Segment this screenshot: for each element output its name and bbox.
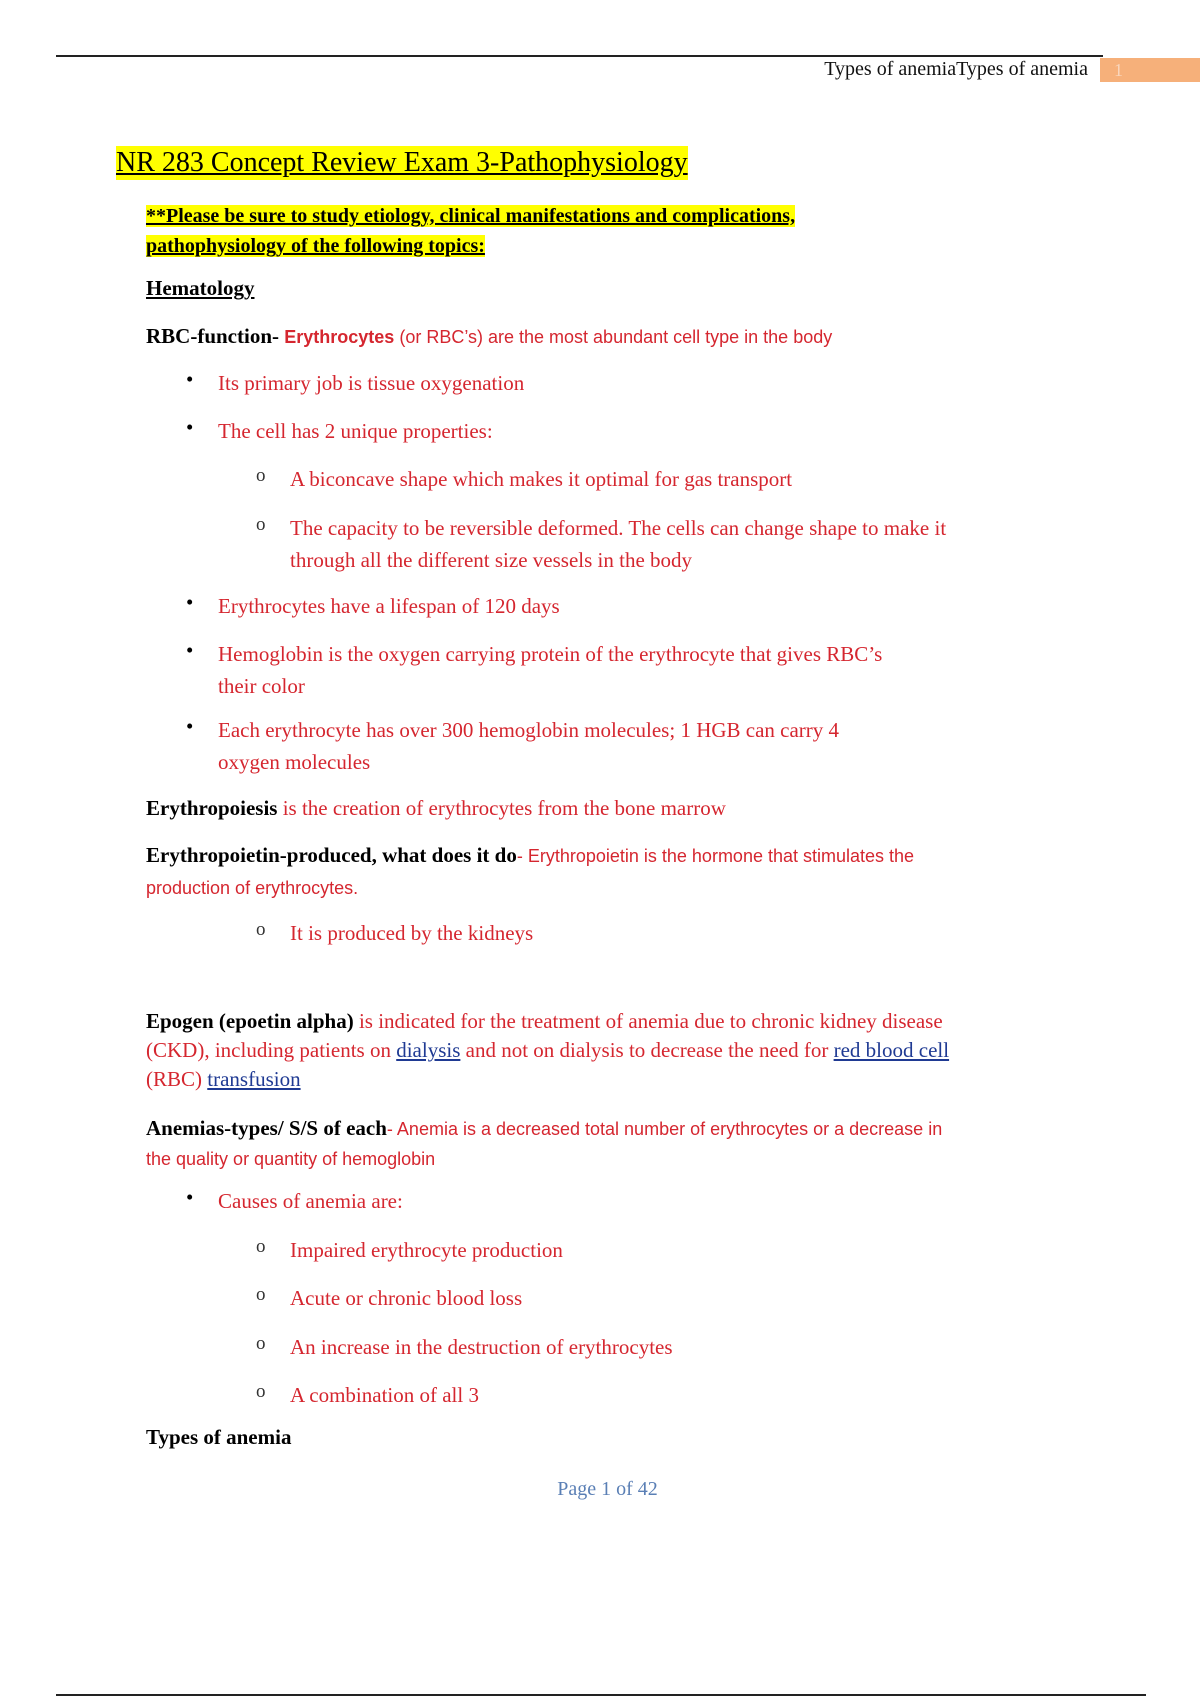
bullet-marker: • xyxy=(186,590,194,614)
anemia-definition-2: the quality or quantity of hemoglobin xyxy=(146,1149,436,1169)
list-item xyxy=(218,638,882,702)
erythropoietin-definition-2: production of erythrocytes. xyxy=(146,878,359,898)
erythropoiesis-definition: is the creation of erythrocytes from the bone marrow xyxy=(277,796,726,820)
erythropoietin-label: Erythropoietin-produced, what does it do xyxy=(146,843,517,867)
header-page-number: 1 xyxy=(1100,58,1200,82)
running-header: Types of anemiaTypes of anemia xyxy=(824,58,1088,80)
erythropoietin-definition-1: - Erythropoietin is the hormone that stimulates the xyxy=(516,846,915,866)
list-item-line-2: oxygen molecules xyxy=(218,750,371,774)
rbc-function-text xyxy=(284,327,832,347)
sub-bullet-marker: o xyxy=(256,465,266,486)
epogen-text-3: and not on dialysis to decrease the need for xyxy=(460,1038,834,1062)
header-rule xyxy=(56,55,1103,57)
sub-list-item-line-1: The capacity to be reversible deformed. The cells can change shape to make it xyxy=(290,516,947,540)
sub-list-item xyxy=(290,512,946,576)
study-note-line-2: pathophysiology of the following topics: xyxy=(146,235,485,257)
sub-list-item: A biconcave shape which makes it optimal for gas transport xyxy=(290,467,793,491)
document-title: NR 283 Concept Review Exam 3-Pathophysiology xyxy=(116,147,688,178)
list-item: Causes of anemia are: xyxy=(218,1189,403,1213)
sub-bullet-marker: o xyxy=(256,919,266,940)
erythropoiesis-line xyxy=(146,792,726,824)
list-item-line-1: Hemoglobin is the oxygen carrying protein of the erythrocyte that gives RBC’s xyxy=(218,642,883,666)
rbc-function-line xyxy=(146,320,832,353)
bullet-marker: • xyxy=(186,714,194,738)
sub-bullet-marker: o xyxy=(256,514,266,535)
bullet-marker: • xyxy=(186,638,194,662)
epogen-text-2: (CKD), including patients on xyxy=(146,1038,397,1062)
anemia-definition-1: - Anemia is a decreased total number of erythrocytes or a decrease in xyxy=(386,1119,943,1139)
link-dialysis[interactable]: dialysis xyxy=(396,1038,461,1062)
sub-list-item: An increase in the destruction of erythrocytes xyxy=(290,1335,673,1359)
rbc-function-label: RBC-function- xyxy=(146,324,280,348)
list-item-line-2: their color xyxy=(218,674,305,698)
link-transfusion[interactable]: transfusion xyxy=(207,1067,301,1091)
sub-list-item: Impaired erythrocyte production xyxy=(290,1238,563,1262)
study-note-line-1: **Please be sure to study etiology, clinical manifestations and complications, xyxy=(146,205,796,227)
erythropoietin-paragraph xyxy=(146,840,914,905)
sub-list-item-line-2: through all the different size vessels in the body xyxy=(290,548,693,572)
bullet-marker: • xyxy=(186,367,194,391)
erythropoiesis-label: Erythropoiesis xyxy=(146,796,278,820)
rbc-definition: (or RBC’s) are the most abundant cell type in the body xyxy=(394,327,833,347)
section-heading-types-of-anemia: Types of anemia xyxy=(146,1425,292,1449)
sub-bullet-marker: o xyxy=(256,1284,266,1305)
section-heading-hematology: Hematology xyxy=(146,276,255,300)
anemia-paragraph xyxy=(146,1114,942,1175)
list-item: Erythrocytes have a lifespan of 120 days xyxy=(218,594,560,618)
sub-list-item: It is produced by the kidneys xyxy=(290,921,534,945)
footer-rule xyxy=(56,1694,1146,1696)
list-item: Its primary job is tissue oxygenation xyxy=(218,371,525,395)
list-item xyxy=(218,714,839,778)
anemia-label: Anemias-types/ S/S of each xyxy=(146,1116,387,1140)
epogen-paragraph xyxy=(146,1007,1076,1094)
sub-list-item: A combination of all 3 xyxy=(290,1383,479,1407)
sub-list-item: Acute or chronic blood loss xyxy=(290,1286,523,1310)
sub-bullet-marker: o xyxy=(256,1381,266,1402)
rbc-term: Erythrocytes xyxy=(284,327,395,347)
epogen-text-4: (RBC) xyxy=(146,1067,208,1091)
bullet-marker: • xyxy=(186,415,194,439)
epogen-label: Epogen (epoetin alpha) xyxy=(146,1009,354,1033)
list-item-line-1: Each erythrocyte has over 300 hemoglobin molecules; 1 HGB can carry 4 xyxy=(218,718,840,742)
bullet-marker: • xyxy=(186,1185,194,1209)
link-red-blood-cell[interactable]: red blood cell xyxy=(833,1038,950,1062)
sub-bullet-marker: o xyxy=(256,1333,266,1354)
study-note xyxy=(146,201,946,261)
sub-bullet-marker: o xyxy=(256,1236,266,1257)
epogen-text-1: is indicated for the treatment of anemia due to chronic kidney disease xyxy=(353,1009,943,1033)
list-item: The cell has 2 unique properties: xyxy=(218,419,493,443)
page-footer: Page 1 of 42 xyxy=(557,1478,658,1500)
